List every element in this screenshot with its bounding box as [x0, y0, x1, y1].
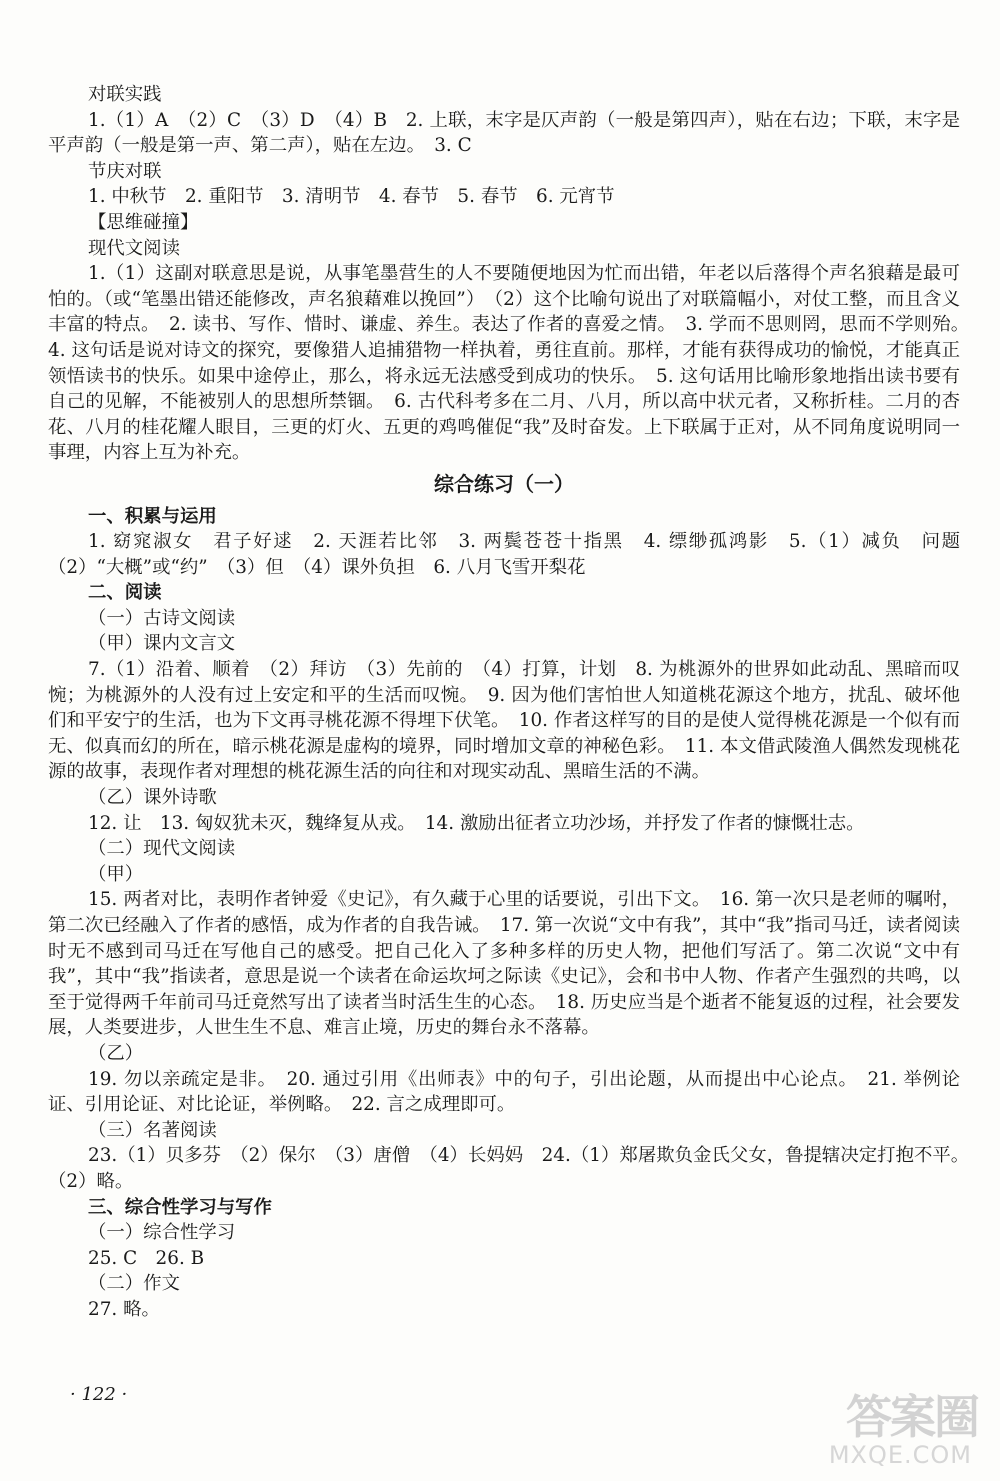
answer-page-content	[48, 82, 979, 1323]
text-line: 三、综合性学习与写作	[88, 1196, 272, 1218]
section-title: 综合练习（一）	[434, 471, 574, 496]
text-line: 27. 略。	[88, 1298, 160, 1320]
text-line: 1.（1）A （2）C （3）D （4）B 2. 上联，末字是仄声韵（一般是第四声），贴在右边；下联，末字是平声韵（一般是第一声、第二声），贴在左边。 3. C	[48, 109, 960, 157]
text-line: 19. 勿以亲疏定是非。 20. 通过引用《出师表》中的句子，引出论题，从而提出中心论点。 21. 举例论证、引用论证、对比论证，举例略。 22. 言之成理即可。	[48, 1068, 960, 1116]
watermark-url: MXQE.COM	[828, 1441, 972, 1469]
text-line: 25. C 26. B	[88, 1247, 205, 1269]
text-line: 1. 窈窕淑女 君子好逑 2. 天涯若比邻 3. 两鬓苍苍十指黑 4. 缥缈孤鸿影 5.（1）减负 问题（2）“大概”或“约” （3）但 （4）课外负担 6. 八月飞雪开梨花	[48, 531, 960, 578]
text-line: （乙）	[88, 1042, 144, 1064]
text-line: 对联实践	[88, 84, 162, 105]
text-line: 现代文阅读	[88, 237, 180, 259]
site-watermark	[823, 1381, 978, 1471]
text-line: 一、积累与运用	[88, 505, 217, 527]
text-line: 1.（1）这副对联意思是说，从事笔墨营生的人不要随便地因为忙而出错，年老以后落得个声名狼藉是最可怕的。（或“笔墨出错还能修改，声名狼藉难以挽回”） （2）这个比喻句说出了对联篇幅小，对仗工整，而且含义丰富的特点。 2. 读书、写作、惜时、谦虚、养生。表达了作者的喜爱之情。 3. 学而不思则罔，思而不学则殆。 4. 这句话是说对诗文的探究，要像猎人追捕猎物一样执着，勇往直前。那样，才能有获得成功的愉悦，才能真正领悟读书的快乐。如果中途停止，那么，将永远无法感受到成功的快乐。 5. 这句话用比喻形象地指出读书要有自己的见解，不能被别人的思想所禁锢。 6. 古代科考多在二月、八月，所以高中状元者，又称折桂。二月的杏花、八月的桂花耀人眼目，三更的灯火、五更的鸡鸣催促“我”及时奋发。上下联属于正对，从不同角度说明同一事理，内容上互为补充。	[48, 263, 979, 464]
text-line: 23.（1）贝多芬 （2）保尔 （3）唐僧 （4）长妈妈 24.（1）郑屠欺负金氏父女，鲁提辖决定打抱不平。 （2）略。	[48, 1145, 979, 1192]
watermark-logo-text: 答案圈	[846, 1390, 978, 1444]
text-line: （二）现代文阅读	[88, 838, 236, 860]
text-line: 12. 让 13. 匈奴犹未灭，魏绛复从戎。 14. 激励出征者立功沙场，并抒发了作者的慷慨壮志。	[88, 812, 865, 834]
page-number: · 122 ·	[70, 1384, 128, 1405]
text-line: （三）名著阅读	[88, 1119, 217, 1141]
text-line: （甲）	[88, 863, 144, 885]
text-line: （一）综合性学习	[88, 1222, 236, 1244]
text-line: 【思维碰撞】	[88, 211, 199, 233]
text-line: 15. 两者对比，表明作者钟爱《史记》，有久藏于心里的话要说，引出下文。 16. 第一次只是老师的嘱咐，第二次已经融入了作者的感悟，成为作者的自我告诫。 17. 第一次说“文中有我”，其中“我”指司马迁，读者阅读时无不感到司马迁在写他自己的感受。把自己化入了多种多样的历史人物，把他们写活了。第二次说“文中有我”，其中“我”指读者，意思是说一个读者在命运坎坷之际读《史记》，会和书中人物、作者产生强烈的共鸣，以至于觉得两千年前司马迁竟然写出了读者当时活生生的心态。 18. 历史应当是个逝者不能复返的过程，社会要发展，人类要进步，人世生生不息、难言止境，历史的舞台永不落幕。	[48, 889, 960, 1039]
text-line: （一）古诗文阅读	[88, 607, 236, 629]
text-line: 1. 中秋节 2. 重阳节 3. 清明节 4. 春节 5. 春节 6. 元宵节	[88, 186, 615, 208]
text-line: （乙）课外诗歌	[88, 787, 217, 809]
text-line: 节庆对联	[88, 160, 162, 182]
text-line: 二、阅读	[88, 582, 162, 604]
text-line: 7.（1）沿着、顺着 （2）拜访 （3）先前的 （4）打算，计划 8. 为桃源外的世界如此动乱、黑暗而叹惋；为桃源外的人没有过上安定和平的生活而叹惋。 9. 因为他们害怕世人知道桃花源这个地方，扰乱、破坏他们和平安宁的生活，也为下文再寻桃花源不得埋下伏笔。 10. 作者这样写的目的是使人觉得桃花源是一个似有而无、似真而幻的所在，暗示桃花源是虚构的境界，同时增加文章的神秘色彩。 11. 本文借武陵渔人偶然发现桃花源的故事，表现作者对理想的桃花源生活的向往和对现实动乱、黑暗生活的不满。	[48, 659, 960, 783]
text-line: （二）作文	[88, 1273, 180, 1295]
text-line: （甲）课内文言文	[88, 633, 236, 655]
